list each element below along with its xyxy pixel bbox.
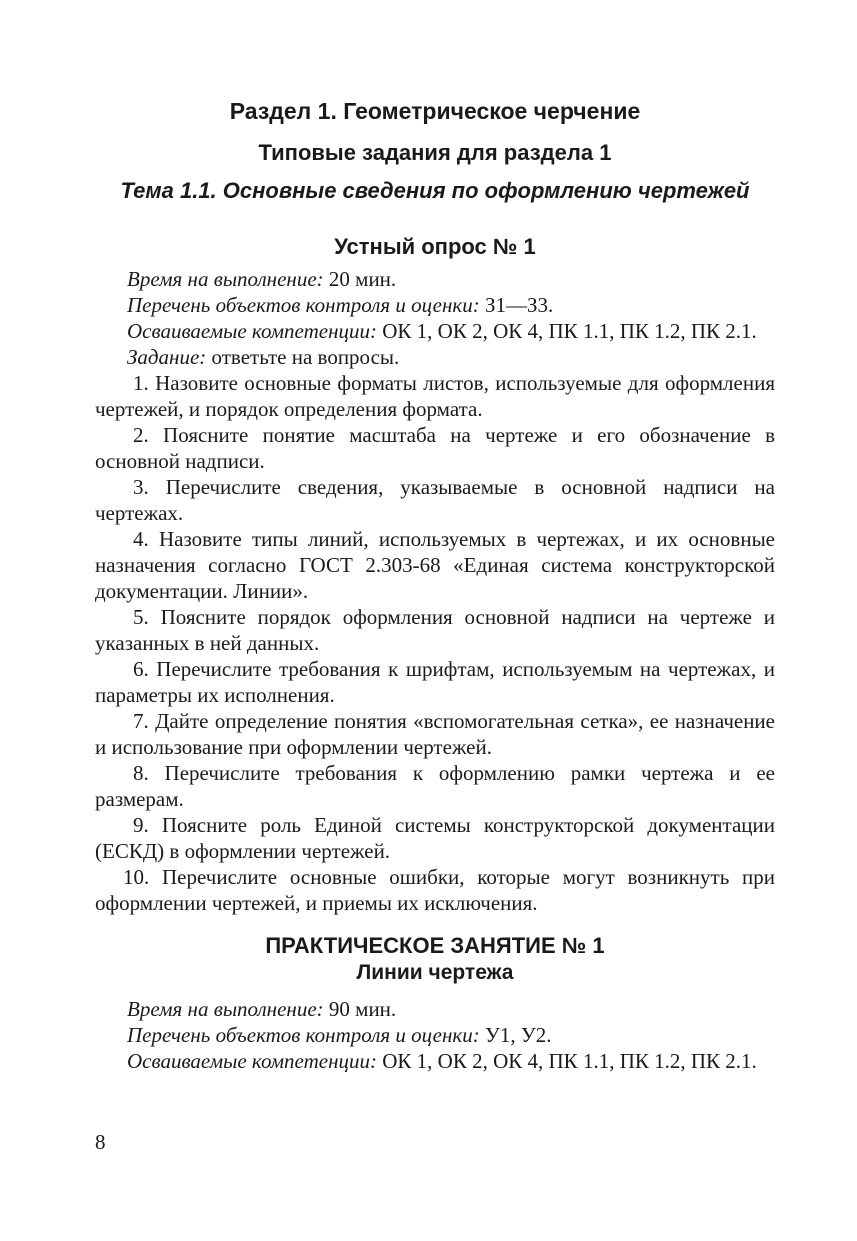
objects-line (95, 292, 775, 318)
task-label: Задание: (127, 345, 207, 369)
practical-objects-value: У1, У2. (479, 1023, 552, 1047)
typical-tasks-title: Типовые задания для раздела 1 (258, 140, 612, 165)
page-content (95, 96, 775, 1074)
competencies-value: ОК 1, ОК 2, ОК 4, ПК 1.1, ПК 1.2, ПК 2.1. (377, 319, 757, 343)
practical-time-label: Время на выполнение: (127, 997, 324, 1021)
practical-title: ПРАКТИЧЕСКОЕ ЗАНЯТИЕ № 1 (265, 933, 605, 958)
page-number: 8 (95, 1130, 106, 1154)
practical-objects-label: Перечень объектов контроля и оценки: (127, 1023, 480, 1047)
time-value: 20 мин. (323, 267, 397, 291)
competencies-line (95, 318, 775, 344)
question-item: 8. Перечислите требования к оформлению рамки чертежа и ее размерам. (95, 761, 775, 811)
time-line (95, 266, 775, 292)
question-item: 9. Поясните роль Единой системы конструкторской документации (ЕСКД) в оформлении чертежей. (95, 813, 775, 863)
practical-time-value: 90 мин. (323, 997, 397, 1021)
practical-competencies-label: Осваиваемые компетенции: (127, 1049, 377, 1073)
objects-label: Перечень объектов контроля и оценки: (127, 293, 480, 317)
question-item: 7. Дайте определение понятия «вспомогательная сетка», ее назначение и использование при оформлении чертежей. (95, 709, 775, 759)
question-item: 1. Назовите основные форматы листов, используемые для оформления чертежей, и порядок определения формата. (95, 371, 775, 421)
question-item: 4. Назовите типы линий, используемых в чертежах, и их основные назначения согласно ГОСТ 2.303-68 «Единая система конструкторской документации. Линии». (95, 527, 775, 603)
objects-value: З1—З3. (479, 293, 554, 317)
section-title: Раздел 1. Геометрическое черчение (229, 98, 641, 124)
question-item: 6. Перечислите требования к шрифтам, используемым на чертежах, и параметры их исполнения. (95, 657, 775, 707)
question-item: 10. Перечислите основные ошибки, которые могут возникнуть при оформлении чертежей, и приемы их исключения. (95, 865, 775, 915)
oral-quiz-title: Устный опрос № 1 (334, 234, 536, 259)
question-item: 3. Перечислите сведения, указываемые в основной надписи на чертежах. (95, 475, 775, 525)
practical-objects-line (95, 1022, 775, 1048)
practical-section (95, 932, 775, 1074)
practical-competencies-value: ОК 1, ОК 2, ОК 4, ПК 1.1, ПК 1.2, ПК 2.1. (377, 1049, 757, 1073)
competencies-label: Осваиваемые компетенции: (127, 319, 377, 343)
practical-competencies-line (95, 1048, 775, 1074)
task-value: ответьте на вопросы. (206, 345, 400, 369)
topic-title: Тема 1.1. Основные сведения по оформлению чертежей (120, 178, 750, 203)
task-line (95, 344, 775, 370)
time-label: Время на выполнение: (127, 267, 324, 291)
question-item: 2. Поясните понятие масштаба на чертеже и его обозначение в основной надписи. (95, 423, 775, 473)
practical-subtitle: Линии чертежа (356, 961, 514, 984)
practical-time-line (95, 996, 775, 1022)
question-item: 5. Поясните порядок оформления основной надписи на чертеже и указанных в ней данных. (95, 605, 775, 655)
